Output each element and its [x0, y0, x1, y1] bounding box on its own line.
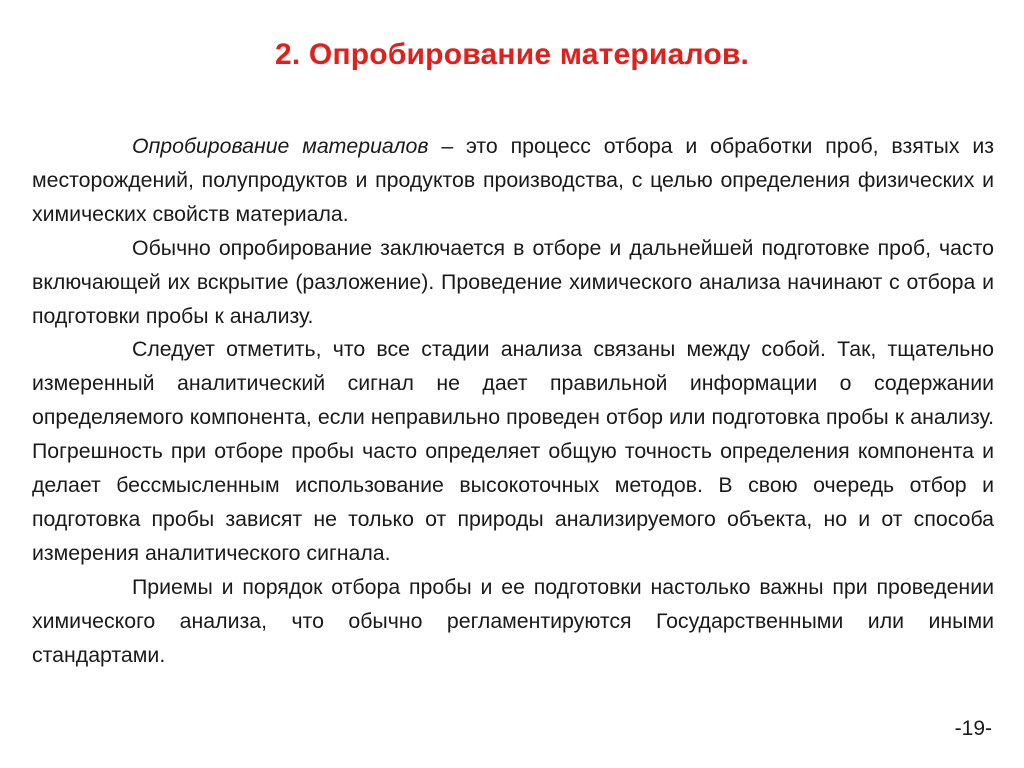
paragraph-standards: Приемы и порядок отбора пробы и ее подготовки настолько важны при проведении химического анализа, что обычно регламентируются Государственными или иными стандартами. [32, 574, 994, 667]
defined-term: Опробирование материалов [132, 134, 429, 158]
slide-body [32, 130, 994, 673]
paragraph-analysis-stages: Следует отметить, что все стадии анализа связаны между собой. Так, тщательно измеренный аналитический сигнал не дает правильной информации о содержании определяемого компонента, если неправильно проведен отбор или подготовка пробы к анализу. Погрешность при отборе пробы часто определяет общую точность определения компонента и делает бессмысленным использование высокоточных методов. В свою очередь отбор и подготовка пробы зависят не только от природы анализируемого объекта, но и от способа измерения аналитического сигнала. [32, 337, 994, 565]
slide-title: 2. Опробирование материалов. [274, 38, 750, 71]
paragraph-sampling-process: Обычно опробирование заключается в отборе и дальнейшей подготовке проб, часто включающей их вскрытие (разложение). Проведение химического анализа начинают с отбора и подготовки пробы к анализу. [32, 235, 994, 328]
paragraph-definition [32, 130, 994, 232]
page-number: -19- [954, 717, 992, 740]
definition-text: – это процесс отбора и обработки проб, взятых из месторождений, полупродуктов и продуктов производства, с целью определения физических и химических свойств материала. [32, 134, 994, 226]
